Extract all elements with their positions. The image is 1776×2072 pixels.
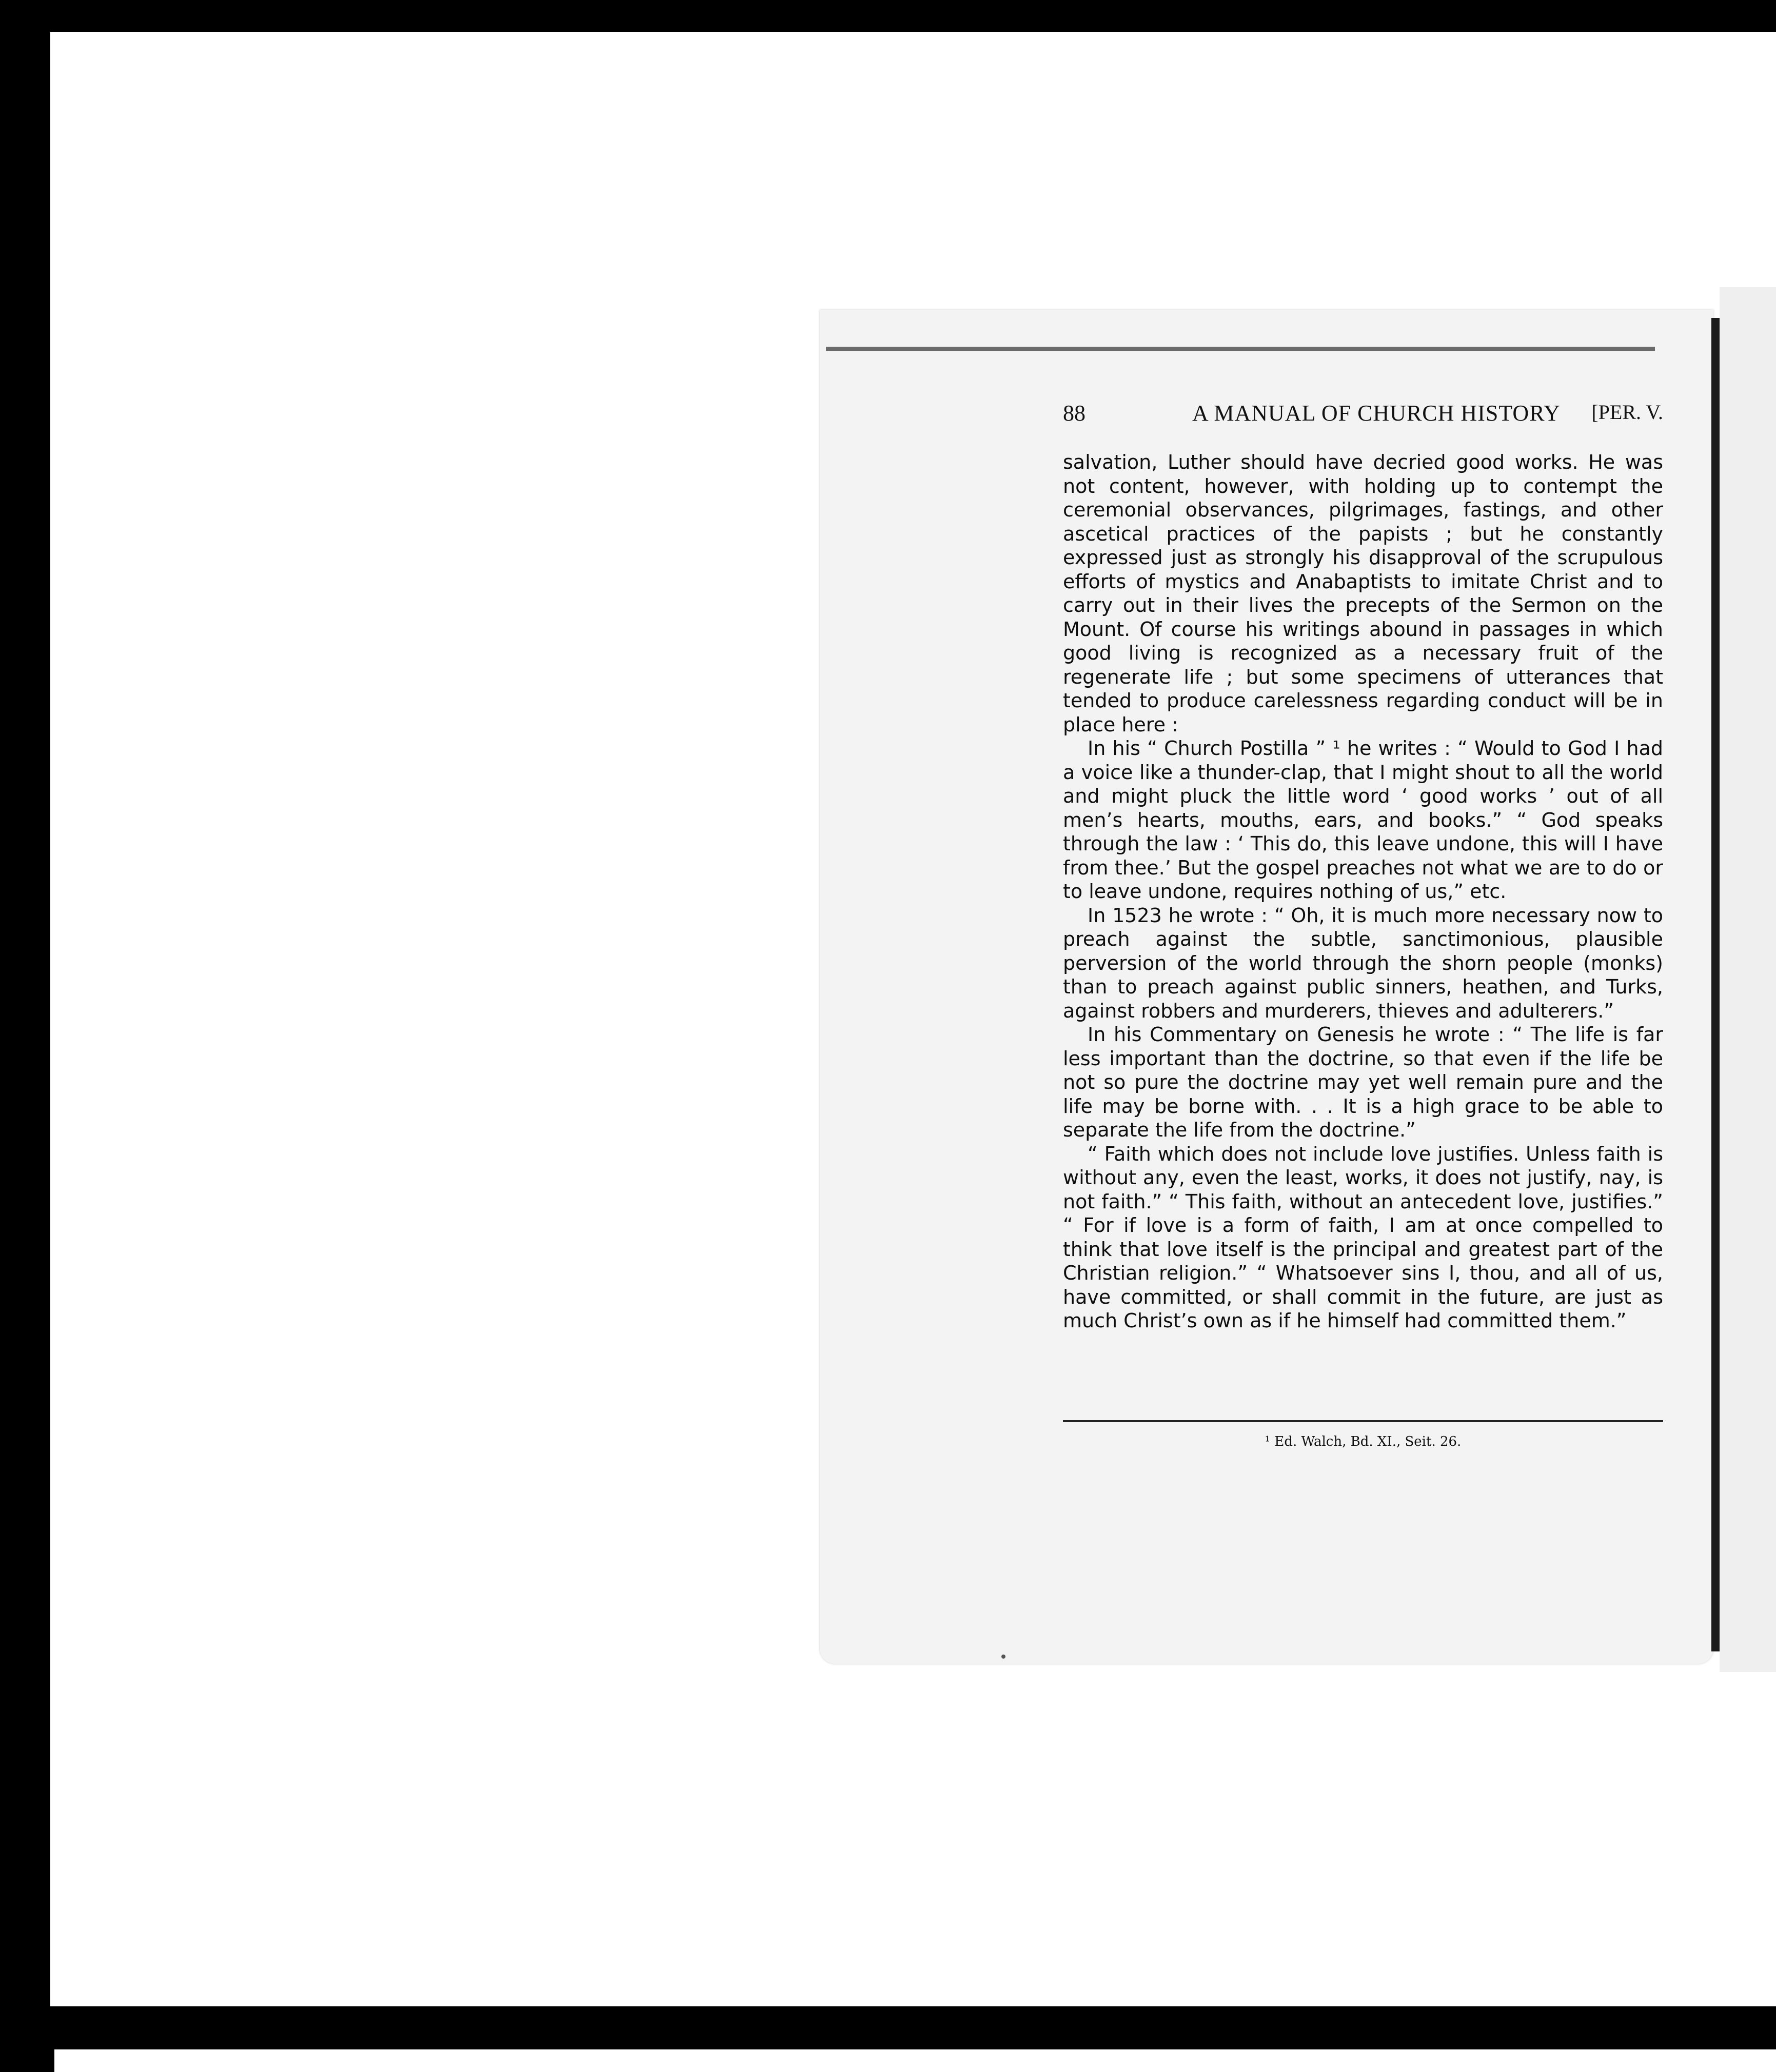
scan-border-bottom-gap [54, 2049, 1776, 2072]
section-mark: [PER. V. [1591, 401, 1663, 424]
running-title: A MANUAL OF CHURCH HISTORY [1192, 401, 1561, 426]
body-text [1063, 450, 1663, 1333]
page-number: 88 [1063, 401, 1086, 426]
scan-speck [1001, 1655, 1005, 1659]
page-top-edge [826, 347, 1655, 351]
running-header [1063, 400, 1663, 428]
footnote-rule [1063, 1420, 1663, 1422]
footnote: ¹ Ed. Walch, Bd. XI., Seit. 26. [1265, 1434, 1462, 1449]
scan-border-top [0, 0, 1776, 32]
book-spine [1711, 318, 1720, 1651]
paragraph: “ Faith which does not include love justifies. Unless faith is without any, even the least, works, it does not justify, nay, is not faith.” “ This faith, without an antecedent love, justifies.” “ For if love is a form of faith, I am at once compelled to think that love itself is the principal and greatest part of the Christian religion.” “ Whatsoever sins I, thou, and all of us, have committed, or shall commit in the future, are just as much Christ’s own as if he himself had committed them.” [1063, 1142, 1663, 1332]
paragraph: In 1523 he wrote : “ Oh, it is much more necessary now to preach against the subtle, sanctimonious, plausible perversion of the world through the shorn people (monks) than to preach against public sinners, heathen, and Turks, against robbers and murderers, thieves and adulterers.” [1063, 904, 1663, 1022]
scan-border-left [0, 0, 50, 2072]
paragraph: salvation, Luther should have decried good works. He was not content, however, with holding up to contempt the ceremonial observances, pilgrimages, fastings, and other ascetical practices of the papists ; but he constantly expressed just as strongly his disapproval of the scrupulous efforts of mystics and Anabaptists to imitate Christ and to carry out in their lives the precepts of the Sermon on the Mount. Of course his writings abound in passages in which good living is recognized as a necessary fruit of the regenerate life ; but some specimens of utterances that tended to produce carelessness regarding conduct will be in place here : [1063, 451, 1663, 736]
next-page-edge [1720, 287, 1776, 1672]
paragraph: In his “ Church Postilla ” ¹ he writes : “ Would to God I had a voice like a thunder-clap, that I might shout to all the world and might pluck the little word ‘ good works ’ out of all men’s hearts, mouths, ears, and books.” “ God speaks through the law : ‘ This do, this leave undone, this will I have from thee.’ But the gospel preaches not what we are to do or to leave undone, requires nothing of us,” etc. [1063, 737, 1663, 903]
paragraph: In his Commentary on Genesis he wrote : “ The life is far less important than the doctrine, so that even if the life be not so pure the doctrine may yet well remain pure and the life may be borne with. . . It is a high grace to be able to separate the life from the doctrine.” [1063, 1023, 1663, 1141]
